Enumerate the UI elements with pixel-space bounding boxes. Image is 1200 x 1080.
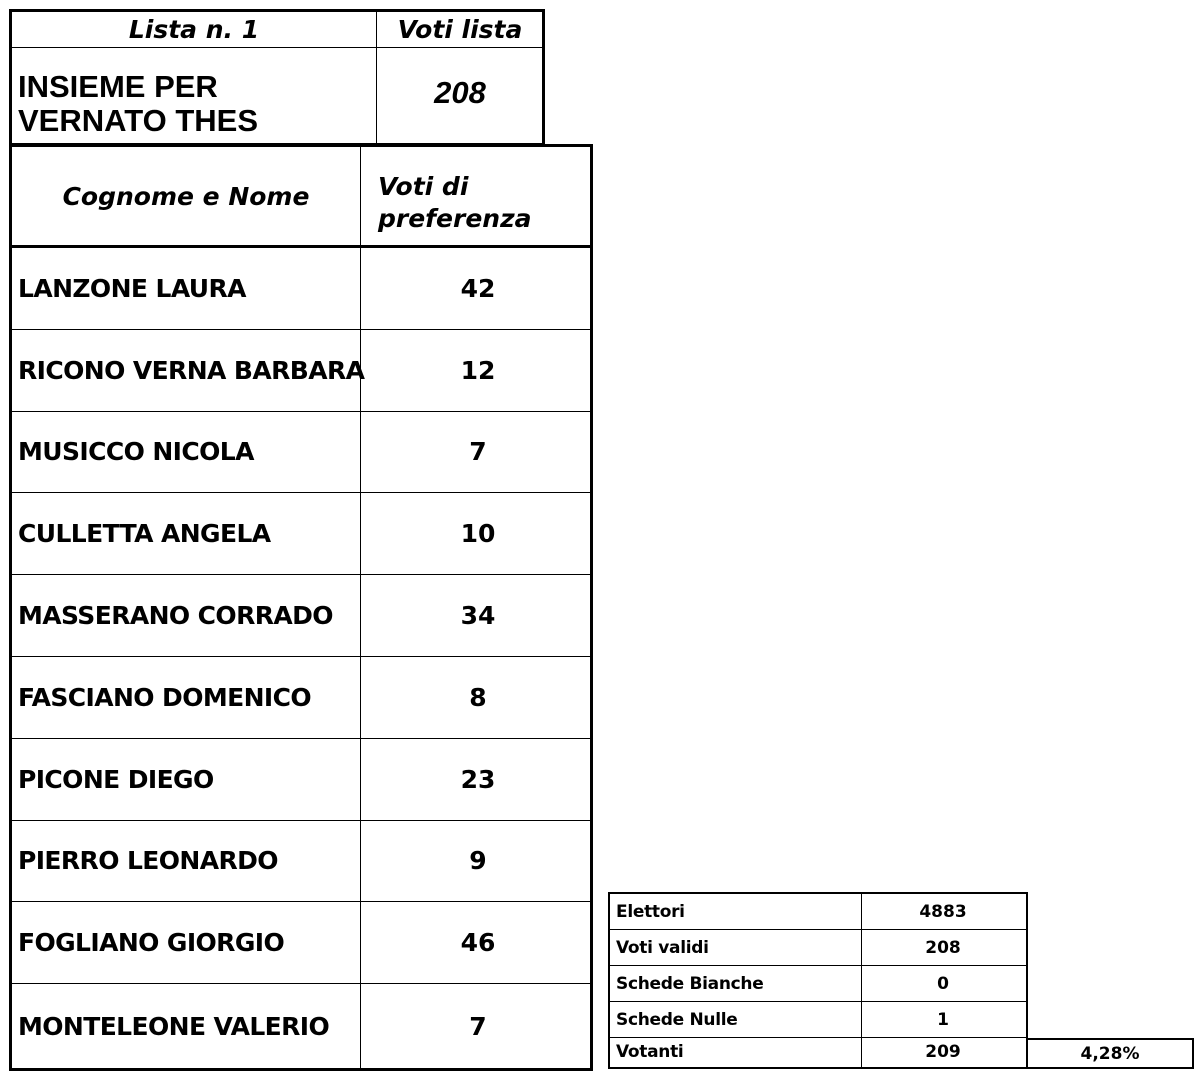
list-votes-label: Voti lista — [397, 15, 523, 44]
candidate-votes: 23 — [460, 764, 496, 794]
candidate-votes: 12 — [460, 355, 496, 385]
candidate-row — [12, 739, 590, 821]
candidate-votes: 42 — [460, 273, 496, 303]
summary-value: 209 — [925, 1042, 961, 1062]
column-header-name: Cognome e Nome — [62, 181, 310, 211]
candidate-votes: 8 — [469, 682, 487, 712]
summary-row — [610, 1002, 1026, 1038]
candidate-votes: 34 — [460, 601, 496, 631]
summary-row — [610, 930, 1026, 966]
summary-label: Schede Bianche — [616, 973, 764, 994]
candidate-row — [12, 330, 590, 412]
summary-table — [608, 892, 1028, 1069]
candidate-row — [12, 412, 590, 494]
candidate-votes: 9 — [469, 846, 487, 876]
list-votes-value: 208 — [434, 75, 486, 110]
summary-row — [610, 966, 1026, 1002]
candidate-name: LANZONE LAURA — [18, 273, 246, 303]
candidate-name: RICONO VERNA BARBARA — [18, 355, 365, 385]
candidate-row — [12, 657, 590, 739]
candidate-row — [12, 493, 590, 575]
candidate-name: PICONE DIEGO — [18, 764, 214, 794]
summary-label: Voti validi — [616, 937, 709, 958]
column-divider — [861, 894, 862, 1067]
summary-label: Votanti — [616, 1042, 684, 1062]
candidate-votes: 7 — [469, 437, 487, 467]
column-header-preference-votes: Voti di preferenza — [378, 172, 532, 233]
candidate-row — [12, 821, 590, 903]
candidate-name: FOGLIANO GIORGIO — [18, 928, 285, 958]
column-divider — [376, 12, 377, 143]
candidate-name: FASCIANO DOMENICO — [18, 682, 312, 712]
candidates-table — [9, 144, 593, 1071]
candidate-name: MONTELEONE VALERIO — [18, 1011, 330, 1041]
summary-label: Elettori — [616, 901, 685, 922]
candidates-table-header — [12, 147, 590, 248]
summary-row — [610, 1038, 1026, 1066]
candidate-votes: 46 — [460, 928, 496, 958]
candidate-votes: 10 — [460, 519, 496, 549]
list-header-table — [9, 9, 545, 146]
candidate-row — [12, 902, 590, 984]
summary-label: Schede Nulle — [616, 1009, 738, 1030]
candidate-votes: 7 — [469, 1011, 487, 1041]
candidate-name: MASSERANO CORRADO — [18, 601, 333, 631]
summary-row — [610, 894, 1026, 930]
summary-value: 1 — [937, 1009, 949, 1030]
summary-value: 4883 — [919, 901, 967, 922]
turnout-percent: 4,28% — [1026, 1038, 1194, 1069]
candidate-row — [12, 575, 590, 657]
list-number-label: Lista n. 1 — [128, 15, 260, 44]
candidate-name: MUSICCO NICOLA — [18, 437, 254, 467]
candidate-row — [12, 248, 590, 330]
column-divider — [360, 147, 361, 1068]
list-name: INSIEME PER VERNATO THES — [18, 69, 258, 138]
summary-value: 0 — [937, 973, 949, 994]
candidate-name: CULLETTA ANGELA — [18, 519, 271, 549]
candidate-row — [12, 984, 590, 1068]
candidate-name: PIERRO LEONARDO — [18, 846, 278, 876]
summary-value: 208 — [925, 937, 961, 958]
